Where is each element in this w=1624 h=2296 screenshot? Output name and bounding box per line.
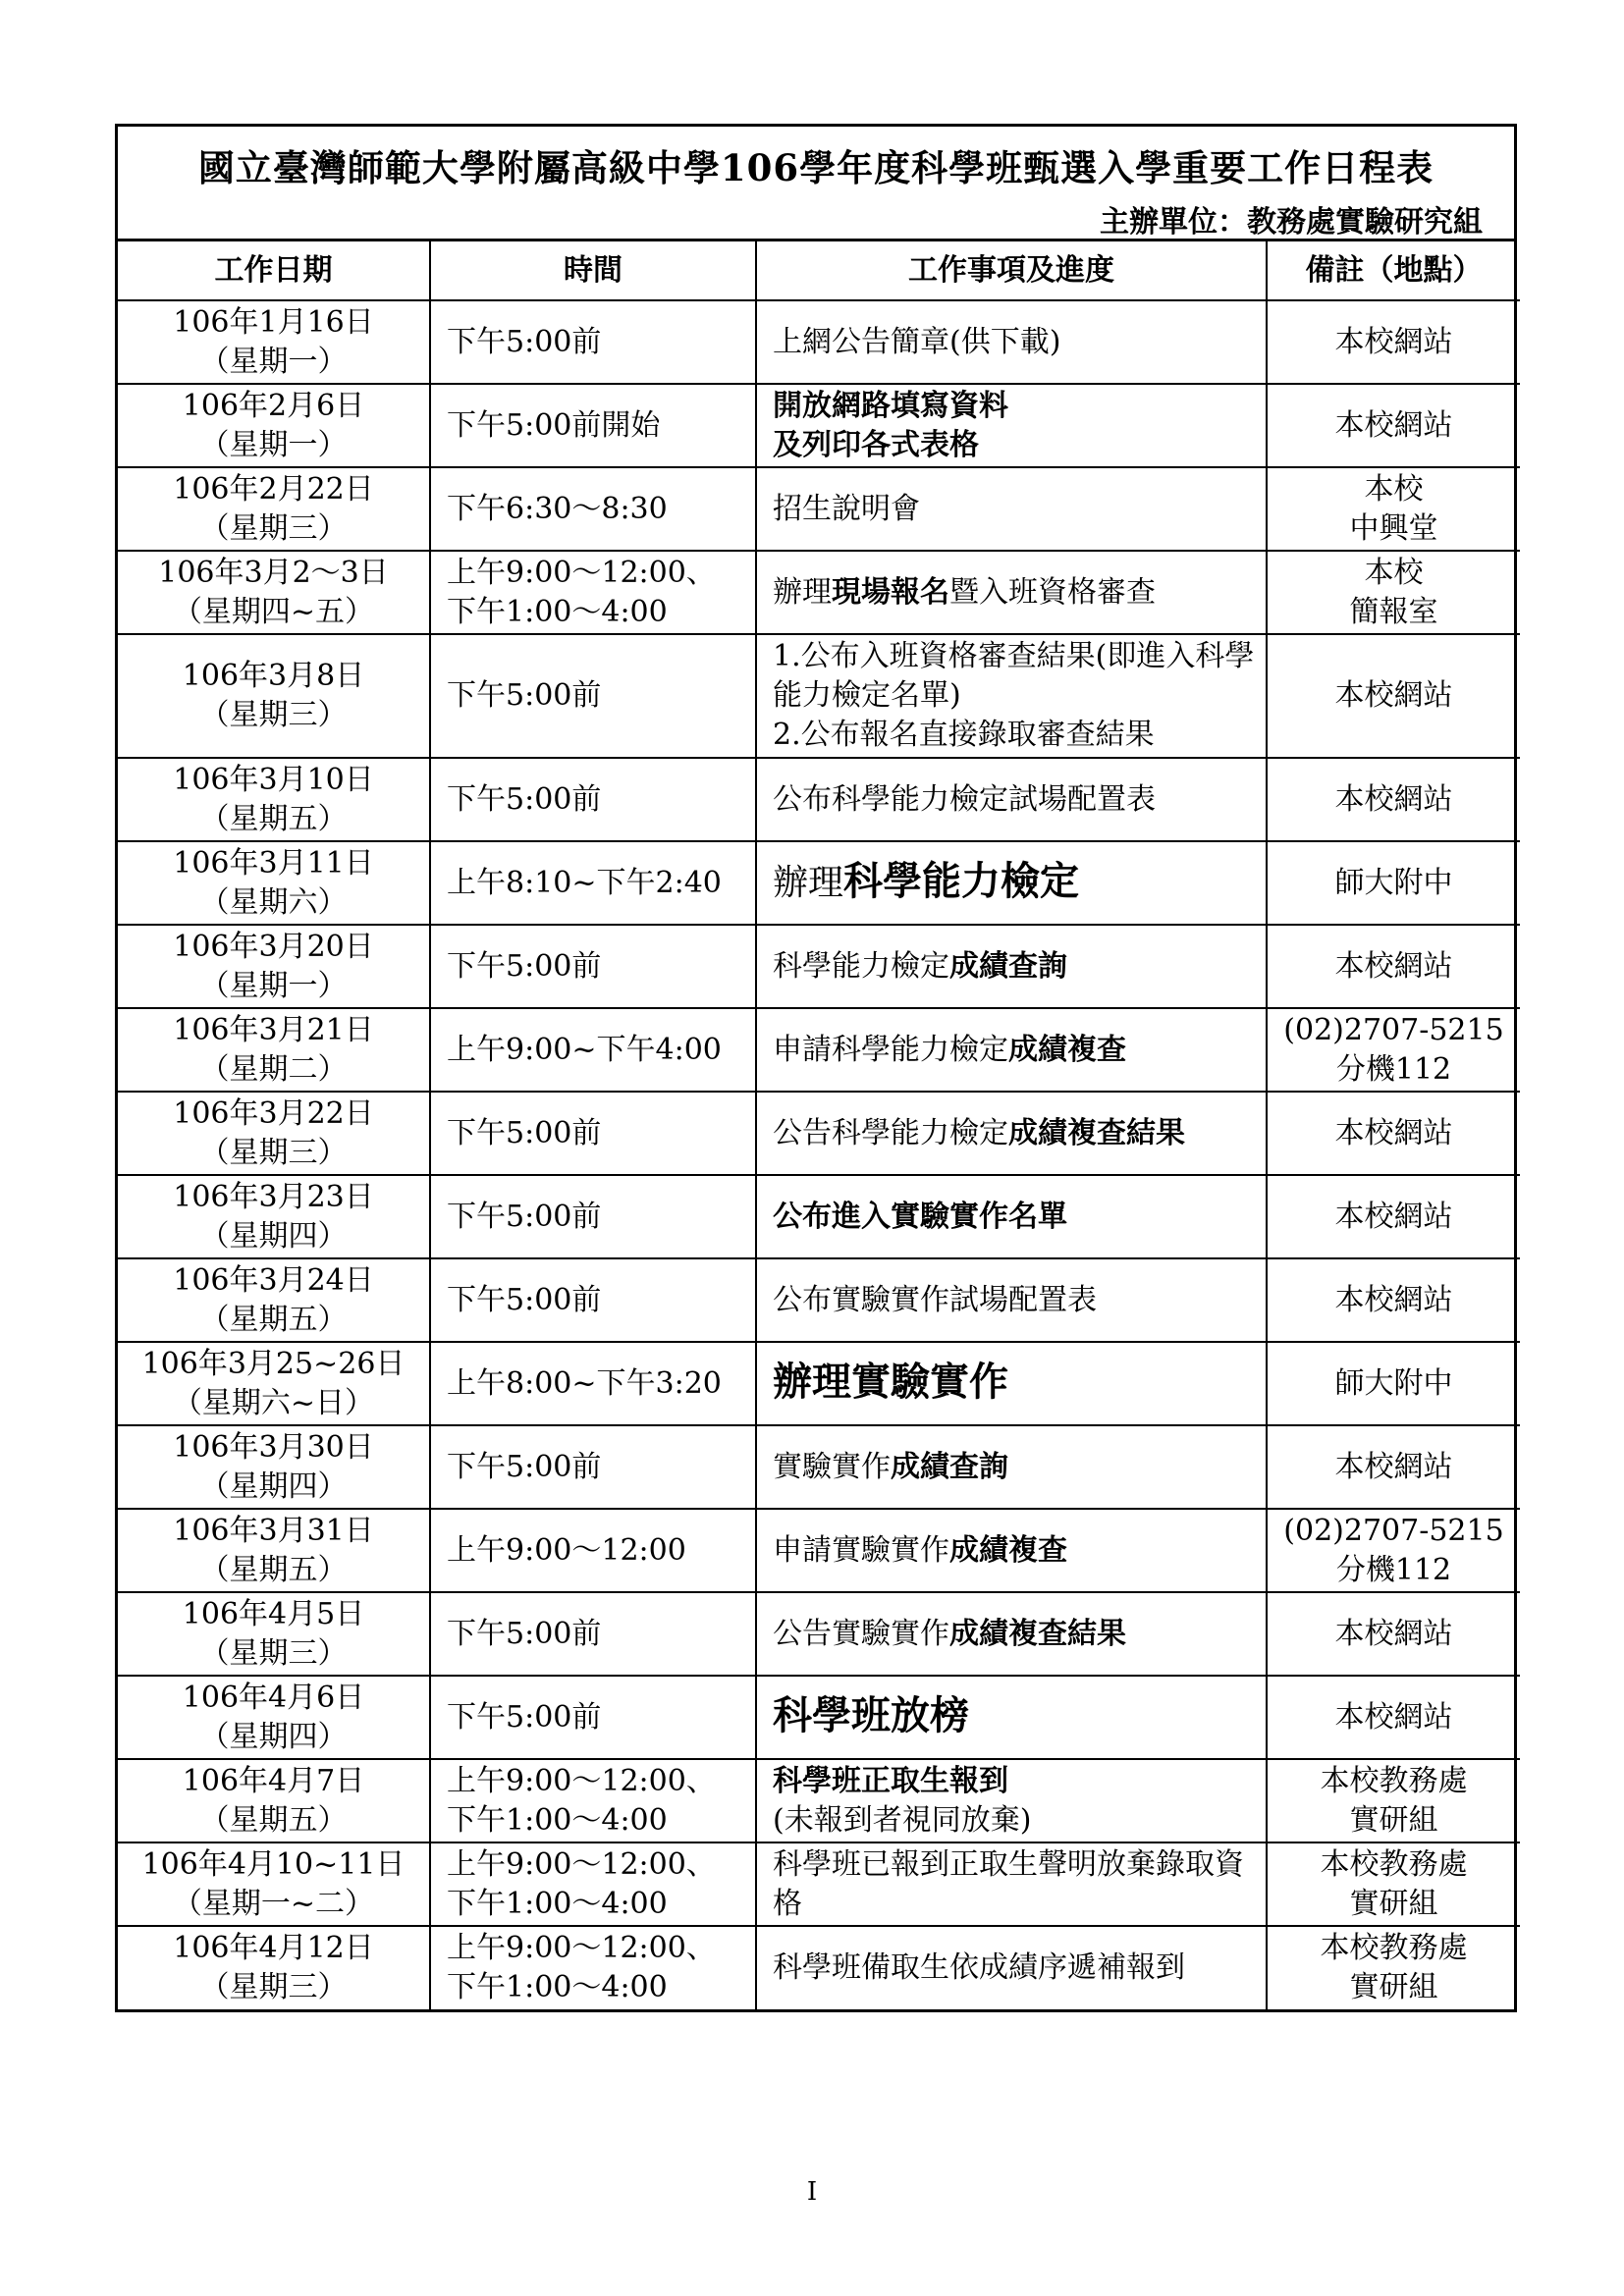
cell-date	[118, 1342, 430, 1425]
weekday-text: （星期三）	[199, 698, 348, 732]
task-text: 辦理	[773, 574, 832, 610]
cell-date	[118, 384, 430, 467]
task-text: 成績複查結果	[949, 1616, 1126, 1651]
cell-date	[118, 634, 430, 758]
cell-task	[756, 758, 1267, 841]
date-text: 106年4月10~11日	[141, 1846, 406, 1882]
cell-time	[430, 841, 756, 925]
weekday-text: （星期一）	[199, 344, 348, 379]
table-row	[118, 1759, 1520, 1842]
weekday-text: （星期二）	[199, 1051, 348, 1087]
date-text: 106年3月21日	[173, 1012, 374, 1047]
date-text: 106年3月11日	[173, 845, 374, 881]
cell-time	[430, 1592, 756, 1676]
cell-task	[756, 1342, 1267, 1425]
schedule-document	[115, 124, 1517, 2012]
table-row	[118, 1509, 1520, 1592]
table-row	[118, 758, 1520, 841]
task-text: 科學能力檢定	[773, 948, 949, 984]
time-line: 下午5:00前	[447, 678, 602, 713]
cell-time	[430, 1926, 756, 2009]
note-line: 本校教務處	[1320, 1763, 1468, 1798]
time-line: 上午8:00~下午3:20	[447, 1365, 722, 1401]
cell-date	[118, 551, 430, 634]
cell-note	[1267, 1258, 1520, 1342]
weekday-text: （星期六~日）	[172, 1385, 375, 1420]
cell-note	[1267, 1926, 1520, 2009]
note-line: 本校網站	[1334, 1115, 1453, 1150]
cell-note	[1267, 300, 1520, 384]
cell-date	[118, 1926, 430, 2009]
weekday-text: （星期六）	[199, 884, 348, 920]
cell-note	[1267, 1592, 1520, 1676]
cell-note	[1267, 467, 1520, 551]
weekday-text: （星期一）	[199, 427, 348, 462]
document-title: 國立臺灣師範大學附屬高級中學106學年度科學班甄選入學重要工作日程表	[197, 146, 1435, 189]
note-line: 本校網站	[1334, 324, 1453, 359]
cell-task	[756, 1926, 1267, 2009]
cell-task	[756, 841, 1267, 925]
cell-date	[118, 1676, 430, 1759]
column-header-task: 工作事項及進度	[756, 241, 1267, 300]
time-line: 下午5:00前	[447, 781, 602, 817]
cell-note	[1267, 634, 1520, 758]
cell-date	[118, 1592, 430, 1676]
date-text: 106年3月24日	[173, 1262, 374, 1298]
date-text: 106年1月16日	[173, 304, 374, 340]
cell-note	[1267, 1092, 1520, 1175]
weekday-text: （星期四）	[199, 1719, 348, 1754]
table-row	[118, 1926, 1520, 2009]
date-text: 106年3月23日	[173, 1179, 374, 1214]
table-row	[118, 1092, 1520, 1175]
cell-task	[756, 1509, 1267, 1592]
task-text: 科學能力檢定	[843, 857, 1080, 904]
weekday-text: （星期三）	[199, 1635, 348, 1671]
schedule-table	[118, 241, 1520, 2009]
note-line: 本校網站	[1334, 1199, 1453, 1234]
task-text: 暨入班資格審查	[949, 574, 1156, 610]
date-text: 106年3月22日	[173, 1095, 374, 1131]
note-line: 本校網站	[1334, 1699, 1453, 1735]
note-line: 本校網站	[1334, 407, 1453, 443]
note-line: 分機112	[1335, 1552, 1452, 1587]
cell-task	[756, 467, 1267, 551]
time-line: 下午5:00前	[447, 1449, 602, 1484]
table-row	[118, 1425, 1520, 1509]
note-line: 本校網站	[1334, 781, 1453, 817]
date-text: 106年4月12日	[173, 1931, 374, 1965]
table-row	[118, 551, 1520, 634]
weekday-text: （星期一）	[199, 968, 348, 1003]
cell-task	[756, 925, 1267, 1008]
task-text: 開放網路填寫資料	[773, 388, 1008, 423]
time-line: 上午9:00～12:00、	[447, 555, 716, 590]
cell-date	[118, 758, 430, 841]
task-text: 成績查詢	[891, 1449, 1008, 1484]
table-header-row	[118, 241, 1520, 300]
task-text: 2.公布報名直接錄取審查結果	[773, 718, 1155, 752]
weekday-text: （星期一~二）	[172, 1886, 375, 1921]
time-line: 下午5:00前	[447, 1282, 602, 1317]
cell-task	[756, 1759, 1267, 1842]
time-line: 上午9:00～12:00、	[447, 1846, 716, 1882]
cell-time	[430, 467, 756, 551]
time-line: 下午5:00前	[447, 1616, 602, 1651]
task-text: 現場報名	[832, 574, 949, 610]
cell-date	[118, 841, 430, 925]
time-line: 上午9:00～12:00、	[447, 1763, 716, 1798]
date-text: 106年3月30日	[173, 1429, 374, 1465]
time-line: 下午1:00～4:00	[447, 1802, 668, 1838]
cell-date	[118, 300, 430, 384]
time-line: 下午5:00前開始	[447, 407, 661, 443]
date-text: 106年3月25~26日	[141, 1346, 406, 1381]
task-text: 申請實驗實作	[773, 1532, 949, 1568]
task-text: 公告實驗實作	[773, 1616, 949, 1651]
note-line: 本校	[1364, 471, 1424, 507]
cell-note	[1267, 1509, 1520, 1592]
organizer-label: 主辦單位：教務處實驗研究組	[1100, 205, 1483, 240]
table-row	[118, 1008, 1520, 1092]
note-line: (02)2707-5215	[1283, 1513, 1504, 1548]
cell-task	[756, 1008, 1267, 1092]
task-text: 及列印各式表格	[773, 427, 979, 462]
weekday-text: （星期四）	[199, 1218, 348, 1254]
table-row	[118, 467, 1520, 551]
table-row	[118, 1676, 1520, 1759]
cell-date	[118, 1509, 430, 1592]
page-number: I	[806, 2177, 818, 2207]
table-row	[118, 841, 1520, 925]
weekday-text: （星期三）	[199, 1970, 348, 2004]
task-text: 1.公布入班資格審查結果(即進入科學能力檢定名單)	[773, 639, 1255, 713]
task-text: 申請科學能力檢定	[773, 1032, 1008, 1067]
weekday-text: （星期五）	[199, 1802, 348, 1838]
cell-date	[118, 1258, 430, 1342]
task-text: 招生說明會	[773, 491, 920, 526]
task-text: 上網公告簡章(供下載)	[773, 324, 1061, 359]
task-text: 科學班備取生依成績序遞補報到	[773, 1950, 1185, 1985]
task-text: 科學班放榜	[773, 1691, 969, 1738]
table-row	[118, 1842, 1520, 1926]
task-text: 公布科學能力檢定試場配置表	[773, 781, 1156, 817]
cell-task	[756, 1258, 1267, 1342]
cell-time	[430, 1759, 756, 1842]
time-line: 上午9:00～12:00	[447, 1532, 686, 1568]
task-text: 公布進入實驗實作名單	[773, 1199, 1067, 1234]
cell-time	[430, 384, 756, 467]
weekday-text: （星期四）	[199, 1468, 348, 1504]
cell-task	[756, 1092, 1267, 1175]
cell-task	[756, 1676, 1267, 1759]
time-line: 下午1:00～4:00	[447, 594, 668, 629]
weekday-text: （星期五）	[199, 801, 348, 836]
date-text: 106年3月10日	[173, 762, 374, 797]
date-text: 106年4月6日	[182, 1680, 365, 1715]
cell-time	[430, 1842, 756, 1926]
weekday-text: （星期四~五）	[172, 594, 375, 629]
cell-date	[118, 1008, 430, 1092]
time-line: 上午9:00～12:00、	[447, 1931, 716, 1965]
weekday-text: （星期三）	[199, 510, 348, 546]
time-line: 下午5:00前	[447, 324, 602, 359]
time-line: 下午5:00前	[447, 1199, 602, 1234]
note-line: 實研組	[1349, 1970, 1438, 2004]
date-text: 106年3月31日	[173, 1513, 374, 1548]
date-text: 106年2月22日	[173, 471, 374, 507]
date-text: 106年4月7日	[182, 1763, 365, 1798]
cell-time	[430, 1676, 756, 1759]
cell-date	[118, 925, 430, 1008]
task-text: 科學班正取生報到	[773, 1763, 1008, 1798]
task-text: 公布實驗實作試場配置表	[773, 1282, 1097, 1317]
note-line: 師大附中	[1334, 1365, 1453, 1401]
cell-date	[118, 1842, 430, 1926]
time-line: 下午1:00～4:00	[447, 1886, 668, 1921]
note-line: 本校網站	[1334, 678, 1453, 713]
note-line: 本校網站	[1334, 1282, 1453, 1317]
note-line: 中興堂	[1349, 510, 1438, 546]
table-row	[118, 1592, 1520, 1676]
note-line: 本校教務處	[1320, 1931, 1468, 1965]
column-header-time: 時間	[430, 241, 756, 300]
cell-task	[756, 1842, 1267, 1926]
cell-date	[118, 1759, 430, 1842]
table-row	[118, 1175, 1520, 1258]
cell-date	[118, 1425, 430, 1509]
date-text: 106年3月2～3日	[158, 555, 389, 590]
task-text: (未報到者視同放棄)	[773, 1802, 1032, 1838]
cell-time	[430, 1342, 756, 1425]
cell-task	[756, 384, 1267, 467]
cell-time	[430, 1425, 756, 1509]
time-line: 下午1:00～4:00	[447, 1970, 668, 2004]
date-text: 106年3月8日	[182, 659, 365, 693]
table-row	[118, 925, 1520, 1008]
cell-time	[430, 634, 756, 758]
cell-task	[756, 1592, 1267, 1676]
cell-note	[1267, 841, 1520, 925]
cell-task	[756, 1175, 1267, 1258]
cell-note	[1267, 1842, 1520, 1926]
note-line: 本校網站	[1334, 1616, 1453, 1651]
note-line: 簡報室	[1349, 594, 1438, 629]
cell-note	[1267, 758, 1520, 841]
table-row	[118, 300, 1520, 384]
weekday-text: （星期三）	[199, 1135, 348, 1170]
cell-task	[756, 1425, 1267, 1509]
column-header-date: 工作日期	[118, 241, 430, 300]
cell-note	[1267, 384, 1520, 467]
cell-task	[756, 634, 1267, 758]
cell-note	[1267, 1425, 1520, 1509]
cell-time	[430, 300, 756, 384]
task-text: 成績複查	[949, 1532, 1067, 1568]
cell-date	[118, 1092, 430, 1175]
table-row	[118, 1258, 1520, 1342]
time-line: 上午8:10~下午2:40	[447, 865, 722, 900]
cell-note	[1267, 1759, 1520, 1842]
weekday-text: （星期五）	[199, 1302, 348, 1337]
note-line: 本校教務處	[1320, 1846, 1468, 1882]
time-line: 下午6:30～8:30	[447, 491, 668, 526]
cell-date	[118, 467, 430, 551]
date-text: 106年2月6日	[182, 388, 365, 423]
cell-time	[430, 1509, 756, 1592]
weekday-text: （星期五）	[199, 1552, 348, 1587]
note-line: 本校網站	[1334, 948, 1453, 984]
note-line: 本校	[1364, 555, 1424, 590]
cell-date	[118, 1175, 430, 1258]
cell-time	[430, 551, 756, 634]
table-row	[118, 384, 1520, 467]
task-text: 成績複查	[1008, 1032, 1126, 1067]
date-text: 106年3月20日	[173, 929, 374, 964]
task-text: 公告科學能力檢定	[773, 1115, 1008, 1150]
cell-note	[1267, 1342, 1520, 1425]
cell-note	[1267, 1175, 1520, 1258]
task-text: 成績查詢	[949, 948, 1067, 984]
cell-time	[430, 925, 756, 1008]
task-text: 實驗實作	[773, 1449, 891, 1484]
cell-time	[430, 1258, 756, 1342]
note-line: 本校網站	[1334, 1449, 1453, 1484]
task-text: 辦理	[773, 862, 844, 903]
note-line: 實研組	[1349, 1886, 1438, 1921]
cell-task	[756, 300, 1267, 384]
table-row	[118, 1342, 1520, 1425]
cell-time	[430, 1092, 756, 1175]
cell-time	[430, 1175, 756, 1258]
cell-time	[430, 1008, 756, 1092]
title-block	[118, 127, 1514, 241]
note-line: (02)2707-5215	[1283, 1012, 1504, 1047]
task-text: 科學班已報到正取生聲明放棄錄取資格	[773, 1846, 1244, 1921]
note-line: 分機112	[1335, 1051, 1452, 1087]
cell-time	[430, 758, 756, 841]
time-line: 下午5:00前	[447, 1115, 602, 1150]
time-line: 上午9:00~下午4:00	[447, 1032, 722, 1067]
column-header-note: 備註（地點）	[1267, 241, 1520, 300]
note-line: 師大附中	[1334, 865, 1453, 900]
cell-note	[1267, 551, 1520, 634]
cell-task	[756, 551, 1267, 634]
date-text: 106年4月5日	[182, 1596, 365, 1631]
note-line: 實研組	[1349, 1802, 1438, 1838]
table-row	[118, 634, 1520, 758]
task-text: 辦理實驗實作	[773, 1358, 1008, 1405]
task-text: 成績複查結果	[1008, 1115, 1185, 1150]
cell-note	[1267, 1008, 1520, 1092]
cell-note	[1267, 925, 1520, 1008]
cell-note	[1267, 1676, 1520, 1759]
time-line: 下午5:00前	[447, 948, 602, 984]
time-line: 下午5:00前	[447, 1699, 602, 1735]
